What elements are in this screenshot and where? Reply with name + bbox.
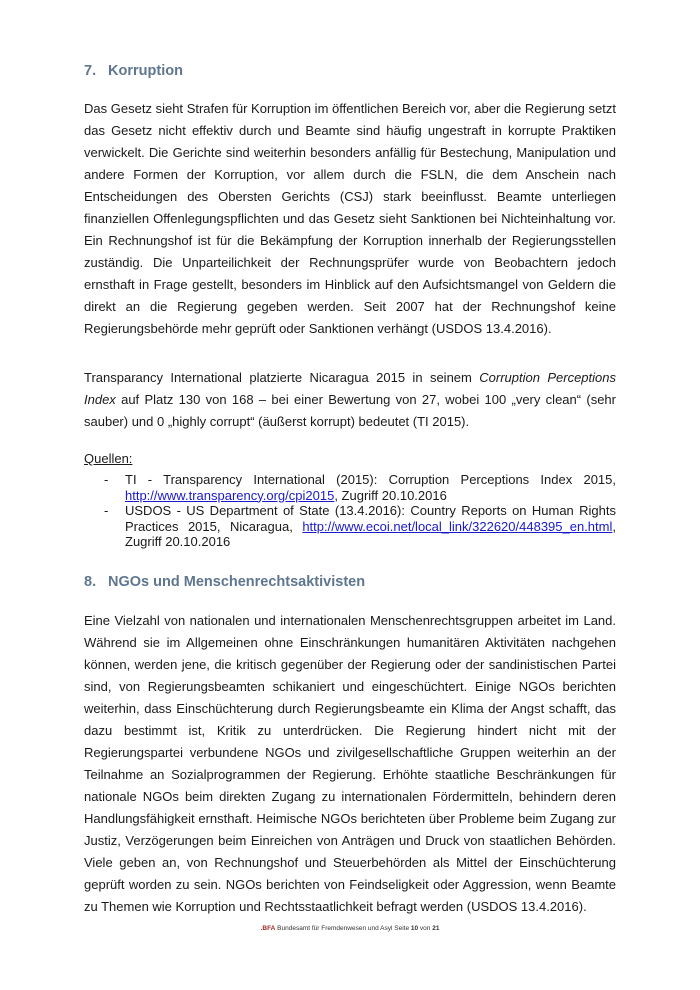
source-item (84, 503, 616, 550)
para2-text-start: Transparancy International platzierte Nicaragua 2015 in seinem (84, 370, 480, 385)
section-7-paragraph-2 (84, 367, 616, 433)
section-7-paragraph-1: Das Gesetz sieht Strafen für Korruption im öffentlichen Bereich vor, aber die Regierung setzt das Gesetz nicht effektiv durch und Beamte sind häufig ungestraft in korrupte Praktiken verwickelt. Die Gerichte sind weiterhin besonders anfällig für Bestechung, Manipulation und andere Formen der Korruption, vor allem durch die FSLN, die dem Anschein nach Entscheidungen des Obersten Gerichts (CSJ) stark beeinflusst. Beamte unterliegen finanziellen Offenlegungspflichten und das Gesetz sieht Sanktionen bei Nichteinhaltung vor. Ein Rechnungshof ist für die Bekämpfung der Korruption innerhalb der Regierungsstellen zuständig. Die Unparteilichkeit der Rechnungsprüfer wurde von Beobachtern jedoch ernsthaft in Frage gestellt, besonders im Hinblick auf den Aufsichtsmangel von Geldern die direkt an die Regierung gegeben werden. Seit 2007 hat der Rechnungshof keine Regierungsbehörde mehr geprüft oder Sanktionen verhängt (USDOS 13.4.2016). (84, 101, 616, 336)
list-dash: - (104, 503, 109, 518)
section-8-title: NGOs und Menschenrechtsaktivisten (108, 574, 366, 590)
source-link[interactable]: http://www.ecoi.net/local_link/322620/448395_en.html (302, 518, 613, 534)
source-item (84, 472, 616, 503)
source-text: TI - Transparency International (2015): Corruption Perceptions Index 2015, (125, 472, 616, 487)
footer-page-number: 10 (410, 925, 419, 932)
sources-list (84, 472, 616, 550)
source-link[interactable]: http://www.transparency.org/cpi2015 (125, 487, 335, 503)
section-8-heading (84, 574, 365, 590)
section-8-paragraph-1: Eine Vielzahl von nationalen und internationalen Menschenrechtsgruppen arbeitet im Land. Während sie im Allgemeinen ohne Einschränkungen humanitären Aktivitäten nachgehen können, werden jene, die kritisch gegenüber der Regierung oder der sandinistischen Partei sind, von Regierungsbeamten schikaniert und eingeschüchtert. Einige NGOs berichten weiterhin, dass Einschüchterung durch Regierungsbeamte ein Klima der Angst schafft, das dazu bestimmt ist, Kritik zu unterdrücken. Die Regierung hindert nicht mit der Regierungspartei verbundene NGOs und zivilgesellschaftliche Gruppen weiterhin an der Teilnahme an Sozialprogrammen der Regierung. Erhöhte staatliche Beschränkungen für nationale NGOs beim direkten Zugang zu internationalen Fördermitteln, behindern deren Handlungsfähigkeit ernsthaft. Heimische NGOs berichteten über Probleme beim Zugang zur Justiz, Verzögerungen beim Einreichen von Anträgen und Druck von staatlichen Behörden. Viele geben an, von Rechnungshof und Steuerbehörden als Mittel der Einschüchterung geprüft worden zu sein. NGOs berichten von Feindseligkeit oder Aggression, wenn Beamte zu Themen wie Korruption und Rechtsstaatlichkeit befragt werden (USDOS 13.4.2016). (84, 613, 616, 914)
bfa-logo-text: .BFA (260, 925, 276, 932)
list-dash: - (104, 472, 109, 487)
para2-italic-index: Corruption Perceptions Index (84, 370, 616, 407)
footer-of: von (418, 925, 433, 932)
source-access-date: , Zugriff 20.10.2016 (334, 487, 447, 503)
source-access-date: , Zugriff 20.10.2016 (125, 518, 616, 549)
footer-total-pages: 21 (432, 925, 440, 932)
section-7-title: Korruption (108, 63, 183, 79)
source-text: USDOS - US Department of State (13.4.2016): Country Reports on Human Rights Practices 2015, Nicaragua, (125, 503, 616, 534)
section-8-number: 8. (84, 574, 97, 590)
page-footer (0, 925, 700, 932)
footer-org: Bundesamt für Fremdenwesen und Asyl Seite (275, 925, 411, 932)
section-7-heading (84, 63, 183, 79)
section-7-number: 7. (84, 63, 97, 79)
para2-text-end: auf Platz 130 von 168 – bei einer Bewertung von 27, wobei 100 „very clean“ (sehr sauber) und 0 „highly corrupt“ (äußerst korrupt) bedeutet (TI 2015). (84, 392, 616, 429)
sources-label: Quellen: (84, 451, 133, 466)
